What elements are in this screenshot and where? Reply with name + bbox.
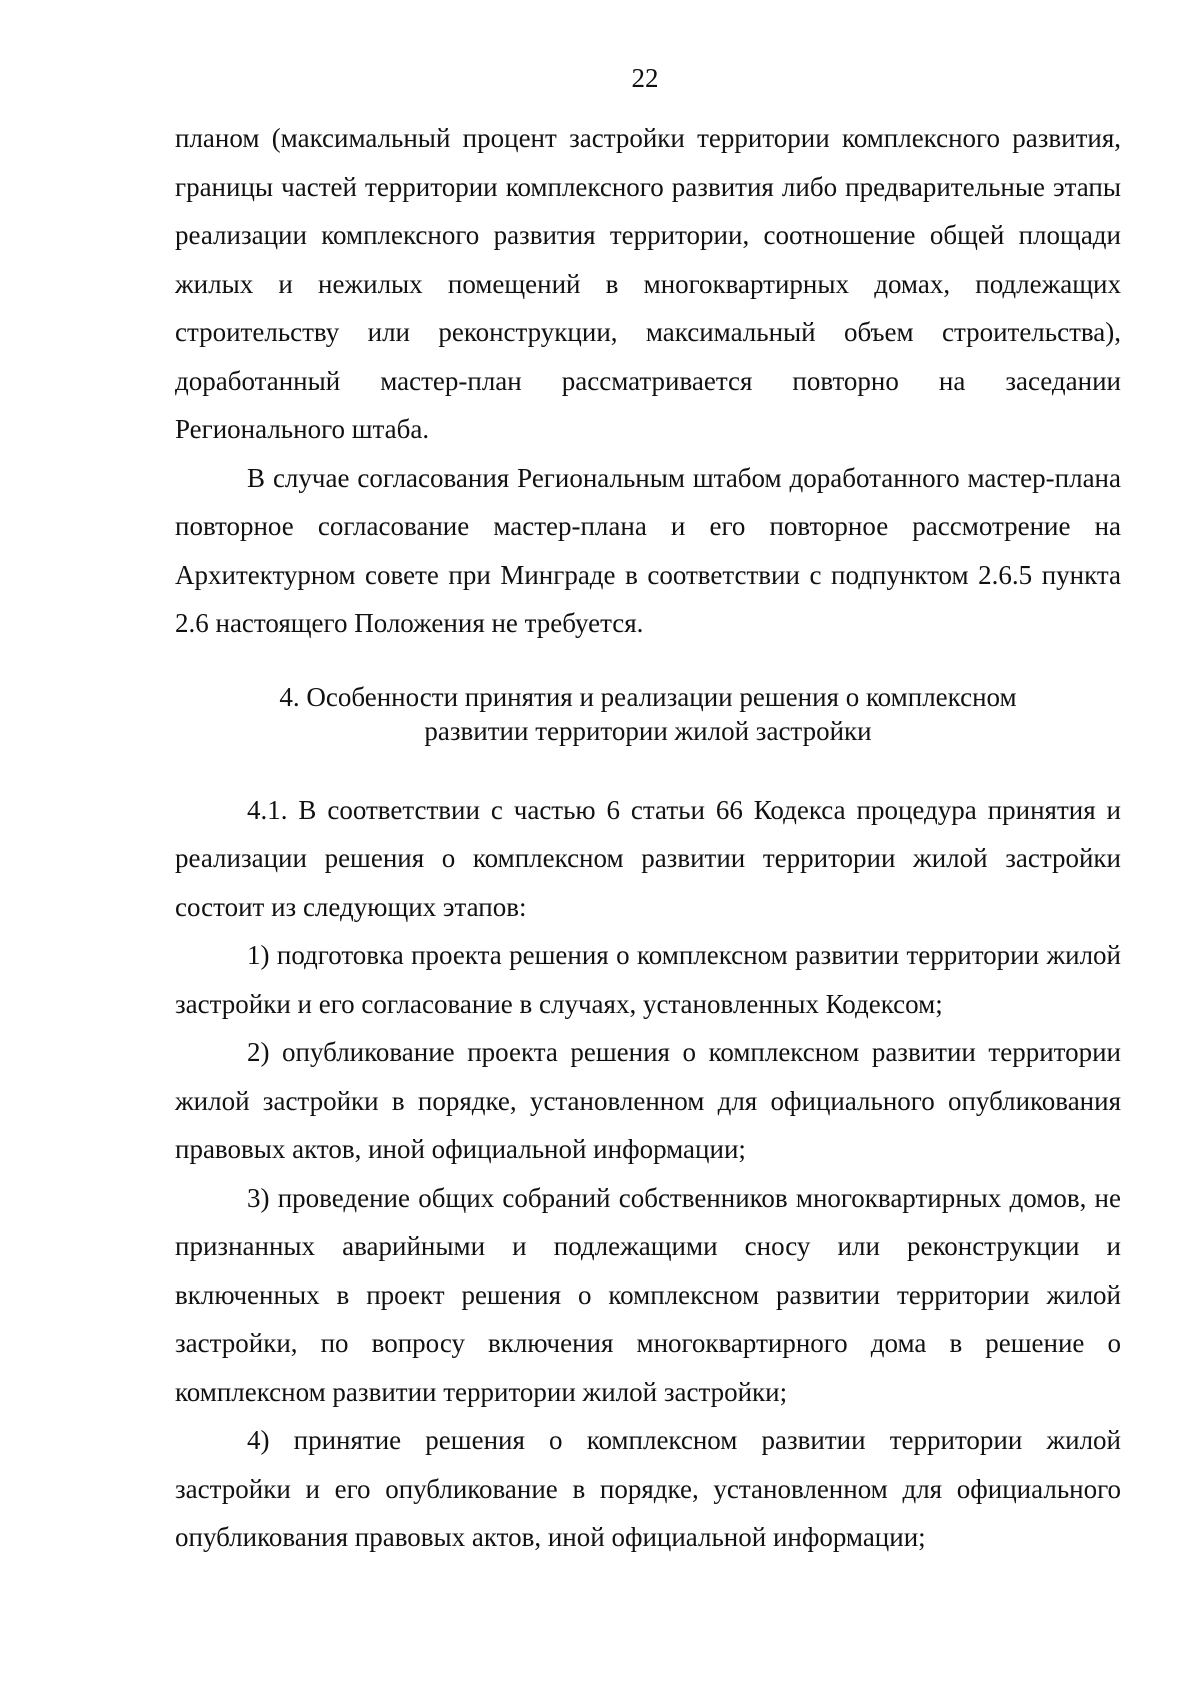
paragraph-continuation: планом (максимальный процент застройки территории комплексного развития, границы частей территории комплексного развития либо предварительные этапы реализации комплексного развития территории, соотношение общей площади жилых и нежилых помещений в многоквартирных домах, подлежащих строительству или реконструкции, максимальный объем строительства), доработанный мастер-план рассматривается повторно на заседании Регионального штаба.	[175, 123, 1121, 444]
paragraph: 4.1. В соответствии с частью 6 статьи 66 Кодекса процедура принятия и реализации решения о комплексном развитии территории жилой застройки состоит из следующих этапов:	[175, 794, 1121, 922]
document-body	[175, 114, 1121, 1562]
section-heading-line: развитии территории жилой застройки	[424, 715, 872, 746]
list-item: 1) подготовка проекта решения о комплексном развитии территории жилой застройки и его согласование в случаях, установленных Кодексом;	[175, 940, 1121, 1019]
section-heading	[175, 680, 1121, 748]
list-item: 2) опубликование проекта решения о комплексном развитии территории жилой застройки в порядке, установленном для официального опубликования правовых актов, иной официальной информации;	[175, 1037, 1121, 1164]
list-item: 3) проведение общих собраний собственников многоквартирных домов, не признанных аварийными и подлежащими сносу или реконструкции и включенных в проект решения о комплексном развитии территории жилой застройки, по вопросу включения многоквартирного дома в решение о комплексном развитии территории жилой застройки;	[175, 1182, 1121, 1407]
section-heading-line: 4. Особенности принятия и реализации решения о комплексном	[279, 681, 1017, 712]
page-number: 22	[631, 63, 659, 93]
paragraph: В случае согласования Региональным штабом доработанного мастер-плана повторное согласование мастер-плана и его повторное рассмотрение на Архитектурном совете при Минграде в соответствии с подпунктом 2.6.5 пункта 2.6 настоящего Положения не требуется.	[175, 462, 1121, 638]
list-item: 4) принятие решения о комплексном развитии территории жилой застройки и его опубликование в порядке, установленном для официального опубликования правовых актов, иной официальной информации;	[175, 1425, 1121, 1552]
